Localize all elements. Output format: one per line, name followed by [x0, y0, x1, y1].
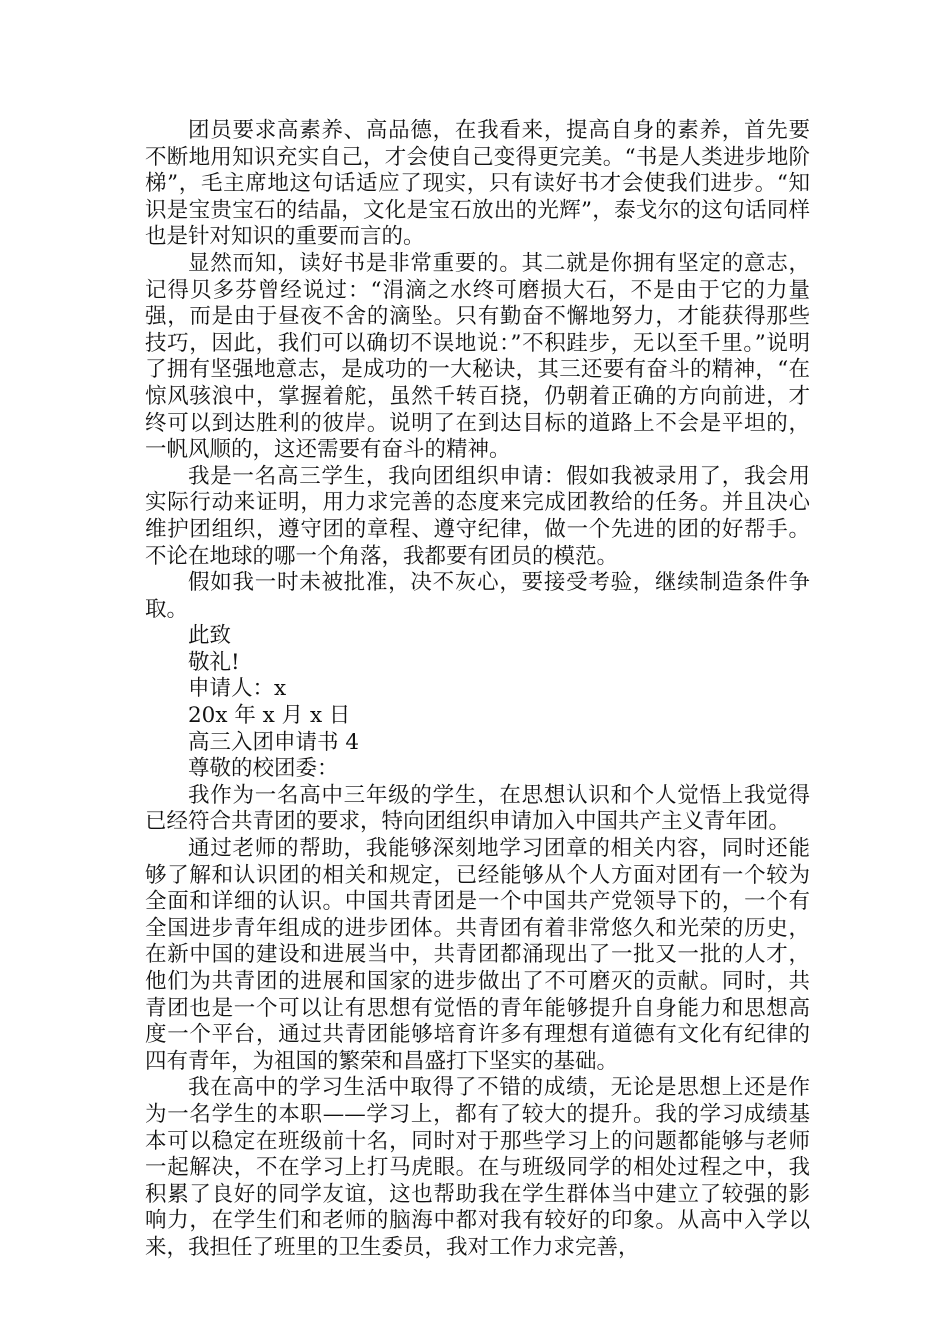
closing-salutation: 此致 [188, 623, 232, 649]
section-title: 高三入团申请书 4 [188, 729, 360, 755]
paragraph-3: 我是一名高三学生，我向团组织申请：假如我被录用了，我会用实际行动来证明，用力求完善的态度来完成团教给的任务。并且决心维护团组织，遵守团的章程、遵守纪律，做一个先进的团的好帮手。不论在地球的哪一个角落，我都要有团员的模范。 [145, 463, 810, 569]
closing-respect: 敬礼! [188, 649, 240, 675]
paragraph-6: 通过老师的帮助，我能够深刻地学习团章的相关内容，同时还能够了解和认识团的相关和规定，已经能够从个人方面对团有一个较为全面和详细的认识。中国共青团是一个中国共产党领导下的，一个有全国进步青年组成的进步团体。共青团有着非常悠久和光荣的历史，在新中国的建设和进展当中，共青团都涌现出了一批又一批的人才，他们为共青团的进展和国家的进步做出了不可磨灭的贡献。同时，共青团也是一个可以让有思想有觉悟的青年能够提升自身能力和思想高度一个平台，通过共青团能够培育许多有理想有道德有文化有纪律的四有青年，为祖国的繁荣和昌盛打下坚实的基础。 [145, 836, 810, 1074]
paragraph-5: 我作为一名高中三年级的学生，在思想认识和个人觉悟上我觉得已经符合共青团的要求，特向团组织申请加入中国共产主义青年团。 [145, 782, 810, 835]
paragraph-4: 假如我一时未被批准，决不灰心，要接受考验，继续制造条件争取。 [145, 570, 810, 622]
paragraph-7: 我在高中的学习生活中取得了不错的成绩，无论是思想上还是作为一名学生的本职——学习上，都有了较大的提升。我的学习成绩基本可以稳定在班级前十名，同时对于那些学习上的问题都能够与老师一起解决，不在学习上打马虎眼。在与班级同学的相处过程之中，我积累了良好的同学友谊，这也帮助我在学生群体当中建立了较强的影响力，在学生们和老师的脑海中都对我有较好的印象。从高中入学以来，我担任了班里的卫生委员，我对工作力求完善， [145, 1075, 810, 1260]
paragraph-1: 团员要求高素养、高品德，在我看来，提高自身的素养，首先要不断地用知识充实自己，才会使自己变得更完美。“书是人类进步地阶梯”，毛主席地这句话适应了现实，只有读好书才会使我们进步。“知识是宝贵宝石的结晶，文化是宝石放出的光辉”，泰戈尔的这句话同样也是针对知识的重要而言的。 [145, 118, 810, 250]
paragraph-2: 显然而知，读好书是非常重要的。其二就是你拥有坚定的意志，记得贝多芬曾经说过：“涓滴之水终可磨损大石，不是由于它的力量强，而是由于昼夜不舍的滴坠。只有勤奋不懈地努力，才能获得那些技巧，因此，我们可以确切不误地说：”不积跬步，无以至千里。”说明了拥有坚强地意志，是成功的一大秘诀，其三还要有奋斗的精神，“在惊风骇浪中，掌握着舵，虽然千转百挠，仍朝着正确的方向前进，才终可以到达胜利的彼岸。说明了在到达目标的道路上不会是平坦的，一帆风顺的，这还需要有奋斗的精神。 [145, 250, 810, 463]
date-line: 20x 年 x 月 x 日 [188, 703, 351, 729]
applicant-line: 申请人：x [188, 676, 287, 702]
document-page [145, 118, 810, 1262]
addressee: 尊敬的校团委： [188, 756, 339, 782]
